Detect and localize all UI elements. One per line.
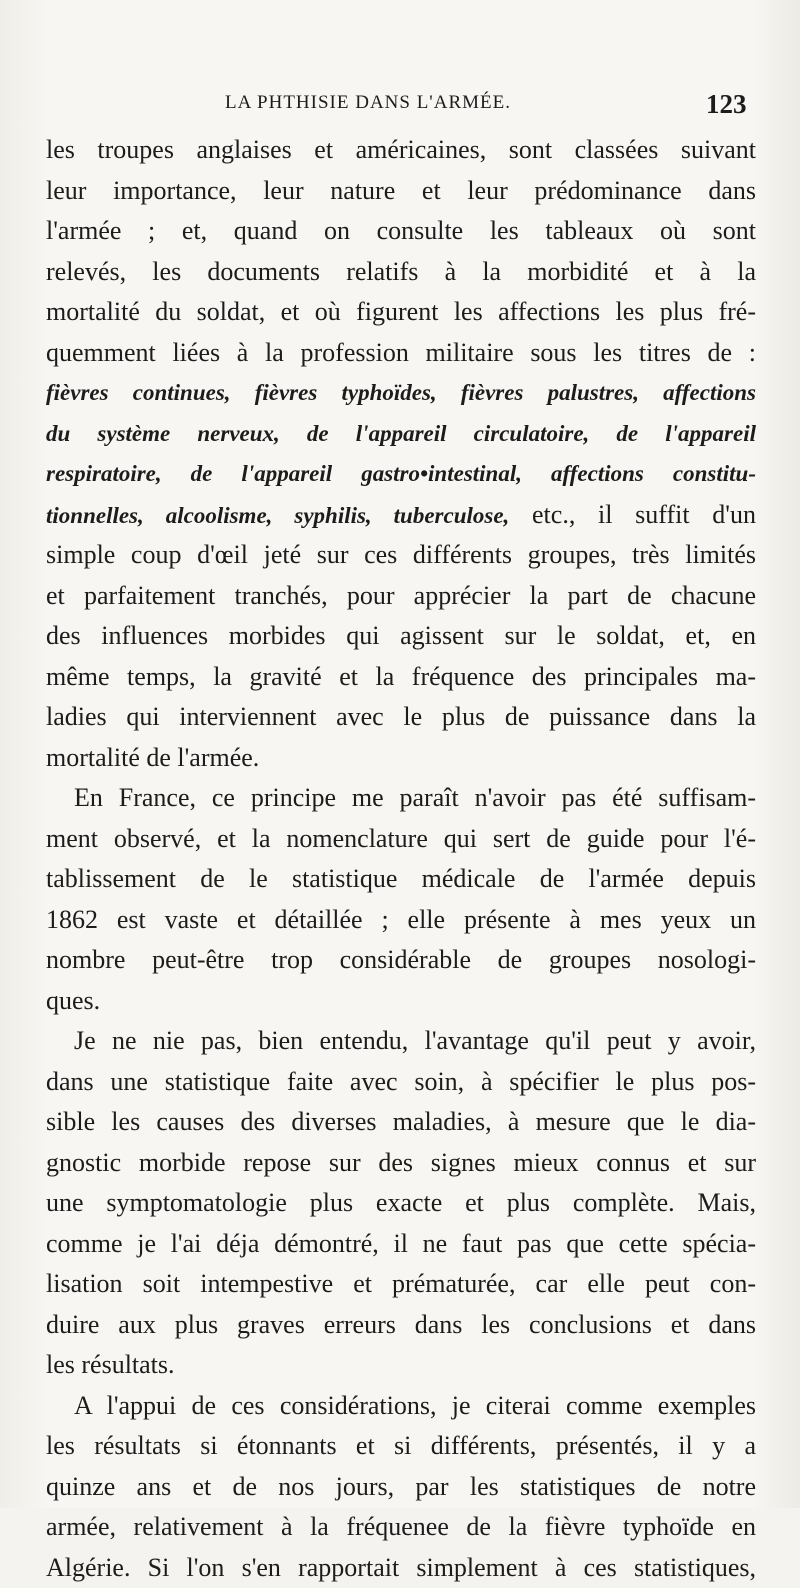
roman-run: etc., il suffit d'un [509,500,756,529]
text-line: même temps, la gravité et la fréquence des principales ma- [46,657,756,698]
text-line-mixed [46,495,756,536]
text-line-italic: fièvres continues, fièvres typhoïdes, fièvres palustres, affections [46,373,756,414]
text-line: tablissement de le statistique médicale de l'armée depuis [46,859,756,900]
text-line: simple coup d'œil jeté sur ces différents groupes, très limités [46,535,756,576]
text-line: leur importance, leur nature et leur prédominance dans [46,171,756,212]
text-line: Je ne nie pas, bien entendu, l'avantage qu'il peut y avoir, [46,1021,756,1062]
text-line: les résultats si étonnants et si différents, présentés, il y a [46,1426,756,1467]
text-line: lisation soit intempestive et prématurée, car elle peut con- [46,1264,756,1305]
text-line-italic: du système nerveux, de l'appareil circulatoire, de l'appareil [46,414,756,455]
text-line-italic: respiratoire, de l'appareil gastro•intestinal, affections constitu- [46,454,756,495]
text-line: l'armée ; et, quand on consulte les tableaux où sont [46,211,756,252]
text-line: sible les causes des diverses maladies, à mesure que le dia- [46,1102,756,1143]
text-line: comme je l'ai déja démontré, il ne faut pas que cette spécia- [46,1224,756,1265]
text-line: mortalité du soldat, et où figurent les affections les plus fré- [46,292,756,333]
text-line: A l'appui de ces considérations, je citerai comme exemples [46,1386,756,1427]
text-line: armée, relativement à la fréquenee de la fièvre typhoïde en [46,1507,756,1548]
text-line: relevés, les documents relatifs à la morbidité et à la [46,252,756,293]
text-line: quemment liées à la profession militaire sous les titres de : [46,333,756,374]
page-number: 123 [706,89,747,120]
text-line: une symptomatologie plus exacte et plus complète. Mais, [46,1183,756,1224]
text-line: nombre peut-être trop considérable de groupes nosologi- [46,940,756,981]
text-line: 1862 est vaste et détaillée ; elle présente à mes yeux un [46,900,756,941]
text-line: dans une statistique faite avec soin, à spécifier le plus pos- [46,1062,756,1103]
text-line: quinze ans et de nos jours, par les statistiques de notre [46,1467,756,1508]
text-line: des influences morbides qui agissent sur le soldat, et, en [46,616,756,657]
text-line: les résultats. [46,1345,756,1386]
text-line: les troupes anglaises et américaines, sont classées suivant [46,130,756,171]
running-head [0,92,800,122]
text-line: ques. [46,981,756,1022]
text-line: Algérie. Si l'on s'en rapportait simplement à ces statistiques, [46,1548,756,1588]
body-text [46,130,756,1588]
text-line: En France, ce principe me paraît n'avoir pas été suffisam- [46,778,756,819]
italic-run: tionnelles, alcoolisme, syphilis, tuberculose, [46,503,509,528]
text-line: gnostic morbide repose sur des signes mieux connus et sur [46,1143,756,1184]
text-line: duire aux plus graves erreurs dans les conclusions et dans [46,1305,756,1346]
text-line: et parfaitement tranchés, pour apprécier la part de chacune [46,576,756,617]
text-line: ladies qui interviennent avec le plus de puissance dans la [46,697,756,738]
running-title: LA PHTHISIE DANS L'ARMÉE. [225,92,511,114]
text-line: mortalité de l'armée. [46,738,756,779]
text-line: ment observé, et la nomenclature qui sert de guide pour l'é- [46,819,756,860]
